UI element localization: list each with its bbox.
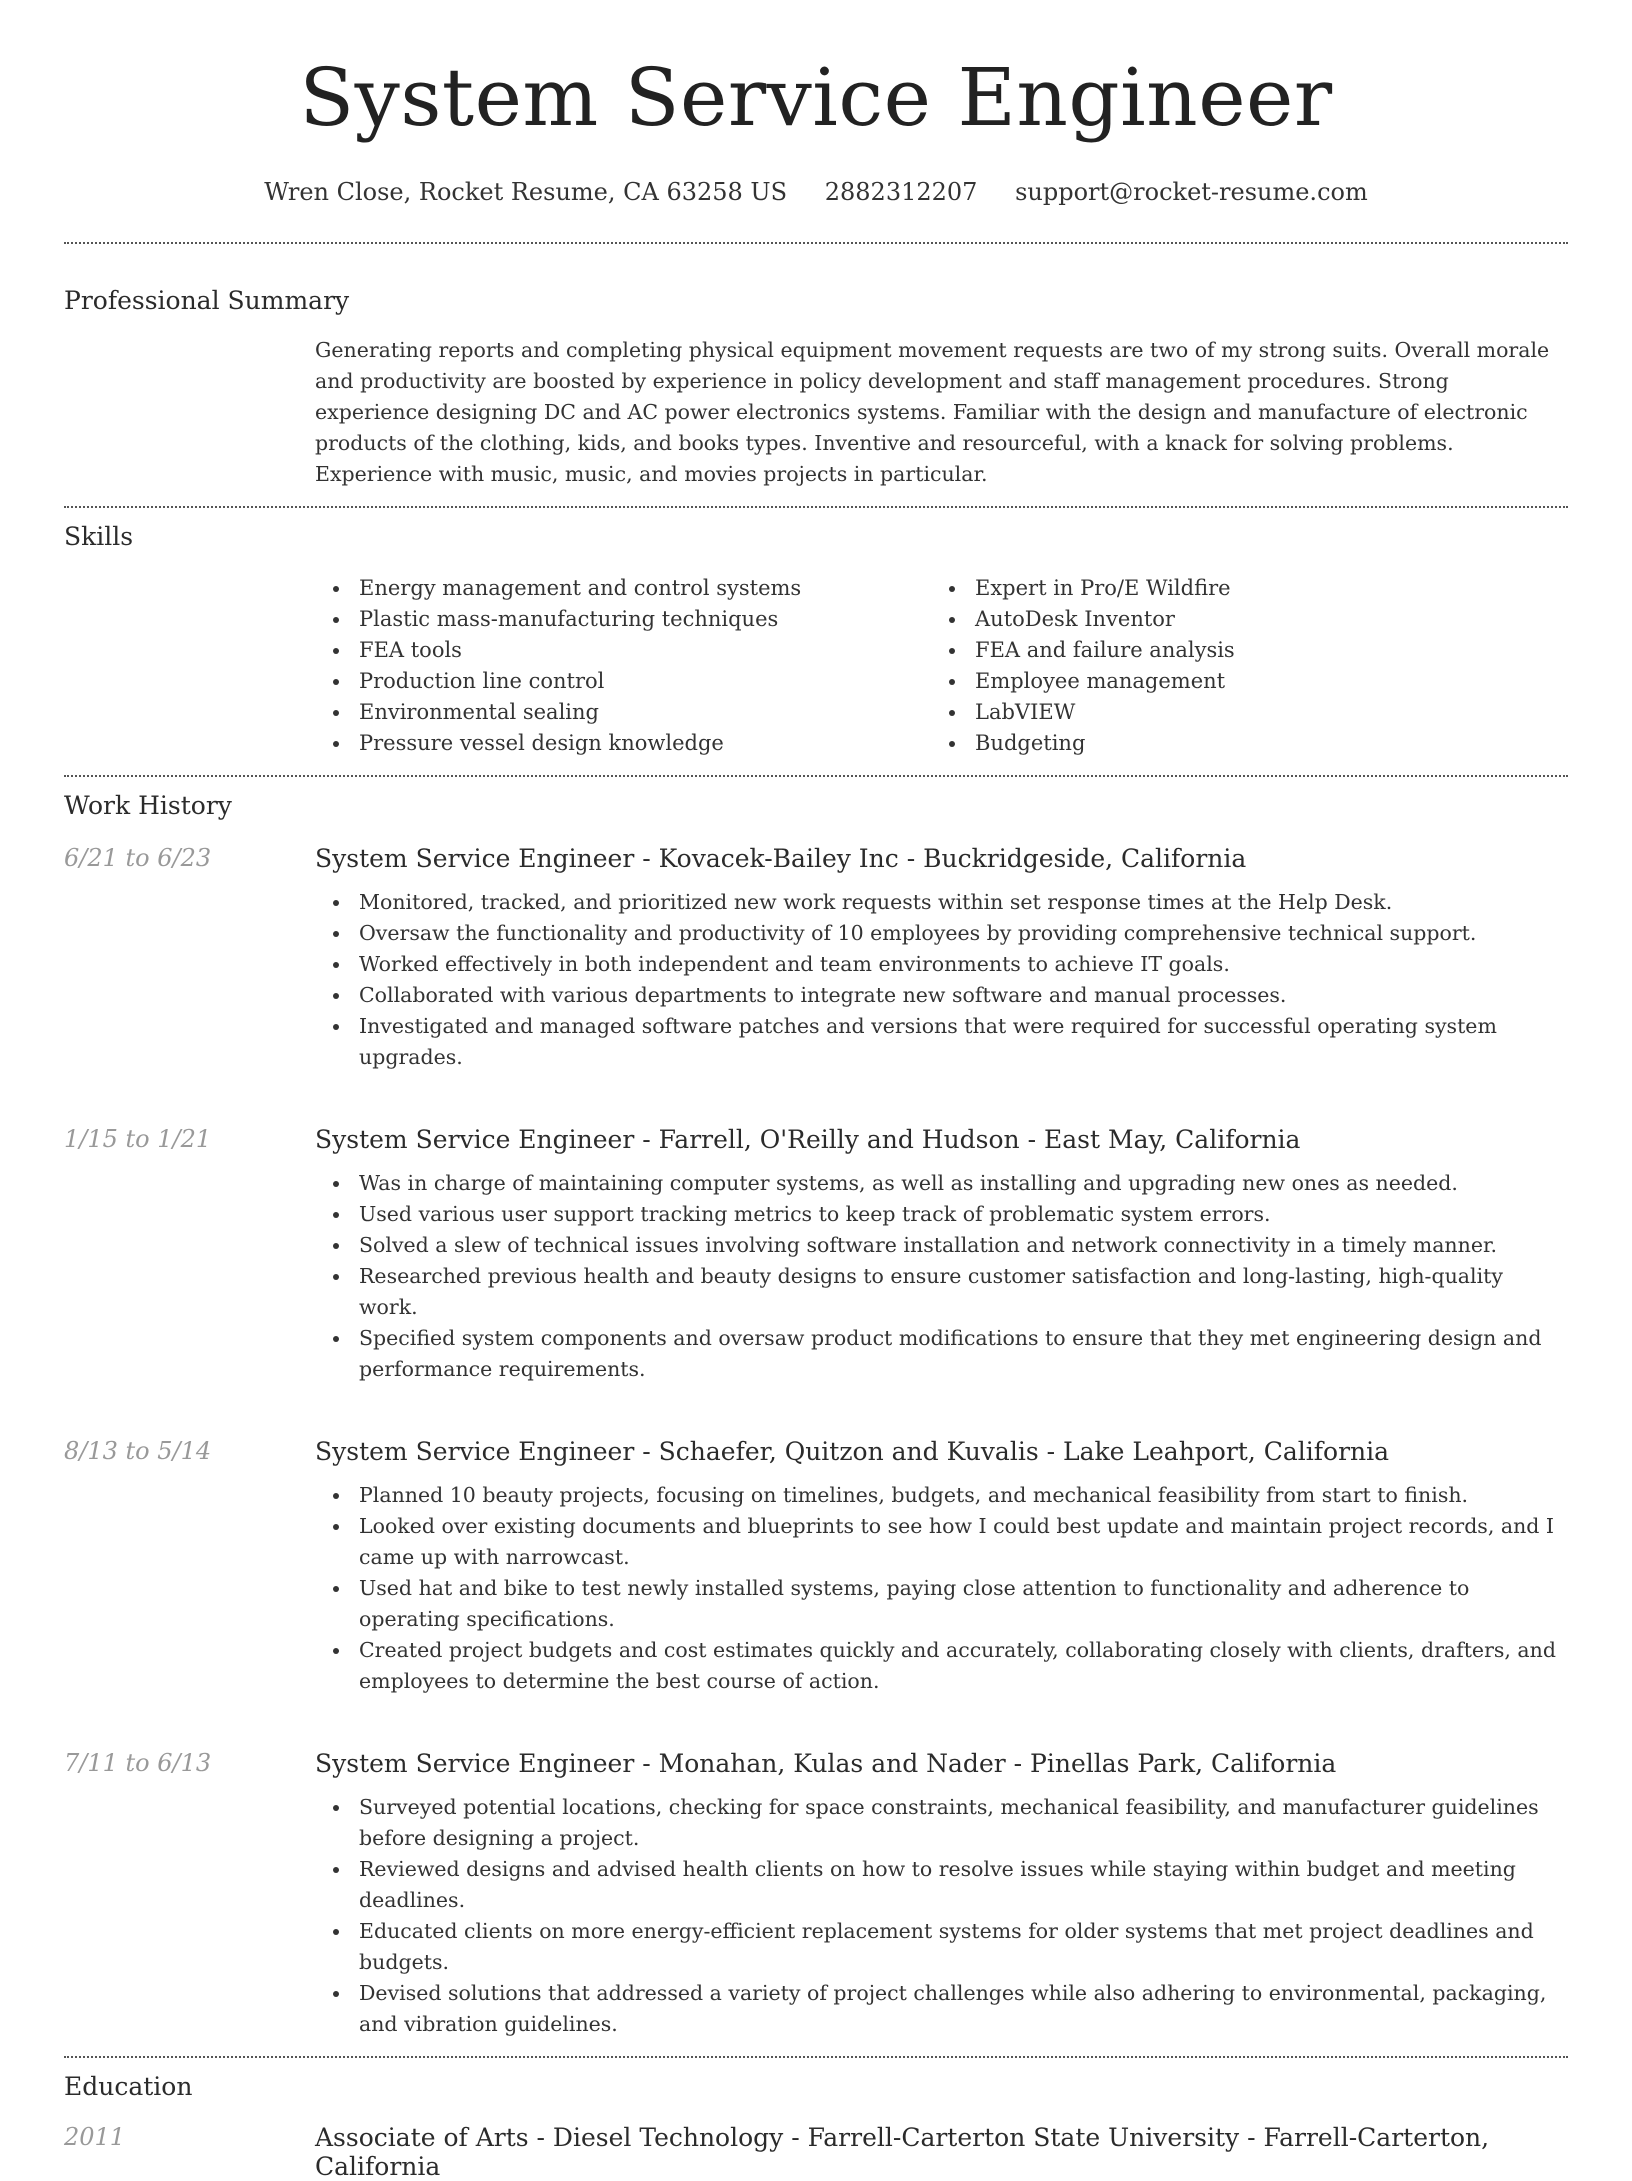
job-bullet: Educated clients on more energy-efficient replacement systems for older systems that met project deadlines and budgets.	[315, 1916, 1568, 1978]
job-bullets	[315, 1792, 1568, 2040]
skill-item: Plastic mass-manufacturing techniques	[315, 604, 931, 635]
job-bullet: Reviewed designs and advised health clients on how to resolve issues while staying within budget and meeting deadlines.	[315, 1854, 1568, 1916]
skill-item: Pressure vessel design knowledge	[315, 728, 931, 759]
job-bullet: Looked over existing documents and blueprints to see how I could best update and maintain project records, and I came up with narrowcast.	[315, 1511, 1568, 1573]
job-entry	[64, 1125, 1568, 1385]
skill-item: Energy management and control systems	[315, 573, 931, 604]
job-bullet: Planned 10 beauty projects, focusing on timelines, budgets, and mechanical feasibility from start to finish.	[315, 1480, 1568, 1511]
section-title-summary: Professional Summary	[64, 286, 350, 315]
job-bullet: Worked effectively in both independent and team environments to achieve IT goals.	[315, 949, 1568, 980]
job-entry	[64, 844, 1568, 1073]
divider	[64, 2056, 1568, 2058]
skill-item: Expert in Pro/E Wildfire	[931, 573, 1547, 604]
job-title: System Service Engineer - Monahan, Kulas and Nader - Pinellas Park, California	[315, 1749, 1337, 1778]
skill-item: LabVIEW	[931, 697, 1547, 728]
work-history-section	[64, 791, 1568, 2056]
divider	[64, 242, 1568, 244]
job-title: System Service Engineer - Farrell, O'Reilly and Hudson - East May, California	[315, 1125, 1301, 1154]
contact-phone: 2882312207	[824, 178, 978, 206]
job-title: System Service Engineer - Kovacek-Bailey Inc - Buckridgeside, California	[315, 844, 1247, 873]
skill-item: FEA and failure analysis	[931, 635, 1547, 666]
job-bullet: Researched previous health and beauty designs to ensure customer satisfaction and long-lasting, high-quality work.	[315, 1261, 1568, 1323]
job-bullet: Investigated and managed software patches and versions that were required for successful operating system upgrades.	[315, 1011, 1568, 1073]
education-section	[64, 2072, 1568, 2181]
section-title-work: Work History	[64, 791, 232, 820]
education-date: 2011	[64, 2123, 126, 2151]
resume-page	[64, 0, 1568, 2181]
skill-item: Environmental sealing	[315, 697, 931, 728]
job-bullets	[315, 887, 1568, 1073]
education-entry	[64, 2123, 1568, 2181]
job-bullet: Created project budgets and cost estimates quickly and accurately, collaborating closely with clients, drafters, and employees to determine the best course of action.	[315, 1635, 1568, 1697]
contact-address: Wren Close, Rocket Resume, CA 63258 US	[264, 178, 788, 206]
job-bullet: Used various user support tracking metrics to keep track of problematic system errors.	[315, 1199, 1568, 1230]
job-date: 1/15 to 1/21	[64, 1125, 212, 1153]
divider	[64, 775, 1568, 777]
job-entry	[64, 1749, 1568, 2040]
skill-item: Budgeting	[931, 728, 1547, 759]
job-bullets	[315, 1480, 1568, 1697]
contact-email[interactable]: support@rocket-resume.com	[1015, 178, 1368, 206]
skills-section	[64, 522, 1568, 759]
section-title-education: Education	[64, 2072, 193, 2101]
summary-text: Generating reports and completing physical equipment movement requests are two of my strong suits. Overall morale and productivity are boosted by experience in policy development and staff management procedures. Strong experience designing DC and AC power electronics systems. Familiar with the design and manufacture of electronic products of the clothing, kids, and books types. Inventive and resourceful, with a knack for solving problems. Experience with music, music, and movies projects in particular.	[315, 338, 1550, 486]
job-bullet: Was in charge of maintaining computer systems, as well as installing and upgrading new ones as needed.	[315, 1168, 1568, 1199]
job-bullet: Devised solutions that addressed a variety of project challenges while also adhering to environmental, packaging, and vibration guidelines.	[315, 1978, 1568, 2040]
job-bullet: Solved a slew of technical issues involving software installation and network connectivity in a timely manner.	[315, 1230, 1568, 1261]
job-entry	[64, 1437, 1568, 1697]
job-title: System Service Engineer - Schaefer, Quitzon and Kuvalis - Lake Leahport, California	[315, 1437, 1390, 1466]
job-bullets	[315, 1168, 1568, 1385]
skill-item: AutoDesk Inventor	[931, 604, 1547, 635]
skills-list-left	[315, 573, 931, 759]
job-bullet: Monitored, tracked, and prioritized new work requests within set response times at the Help Desk.	[315, 887, 1568, 918]
skill-item: Employee management	[931, 666, 1547, 697]
divider	[64, 506, 1568, 508]
job-date: 6/21 to 6/23	[64, 844, 212, 872]
job-bullet: Surveyed potential locations, checking for space constraints, mechanical feasibility, and manufacturer guidelines before designing a project.	[315, 1792, 1568, 1854]
education-title: Associate of Arts - Diesel Technology - Farrell-Carterton State University - Farrell-Carterton, California	[315, 2123, 1490, 2181]
summary-section	[64, 286, 1568, 490]
job-bullet: Used hat and bike to test newly installed systems, paying close attention to functionality and adherence to operating specifications.	[315, 1573, 1568, 1635]
job-bullet: Collaborated with various departments to integrate new software and manual processes.	[315, 980, 1568, 1011]
contact-line	[64, 178, 1568, 206]
job-date: 7/11 to 6/13	[64, 1749, 212, 1777]
resume-name: System Service Engineer	[299, 51, 1333, 144]
section-title-skills: Skills	[64, 522, 134, 551]
skill-item: Production line control	[315, 666, 931, 697]
job-date: 8/13 to 5/14	[64, 1437, 212, 1465]
skills-list-right	[931, 573, 1547, 759]
job-bullet: Specified system components and oversaw product modifications to ensure that they met engineering design and performance requirements.	[315, 1323, 1568, 1385]
job-bullet: Oversaw the functionality and productivity of 10 employees by providing comprehensive technical support.	[315, 918, 1568, 949]
skill-item: FEA tools	[315, 635, 931, 666]
